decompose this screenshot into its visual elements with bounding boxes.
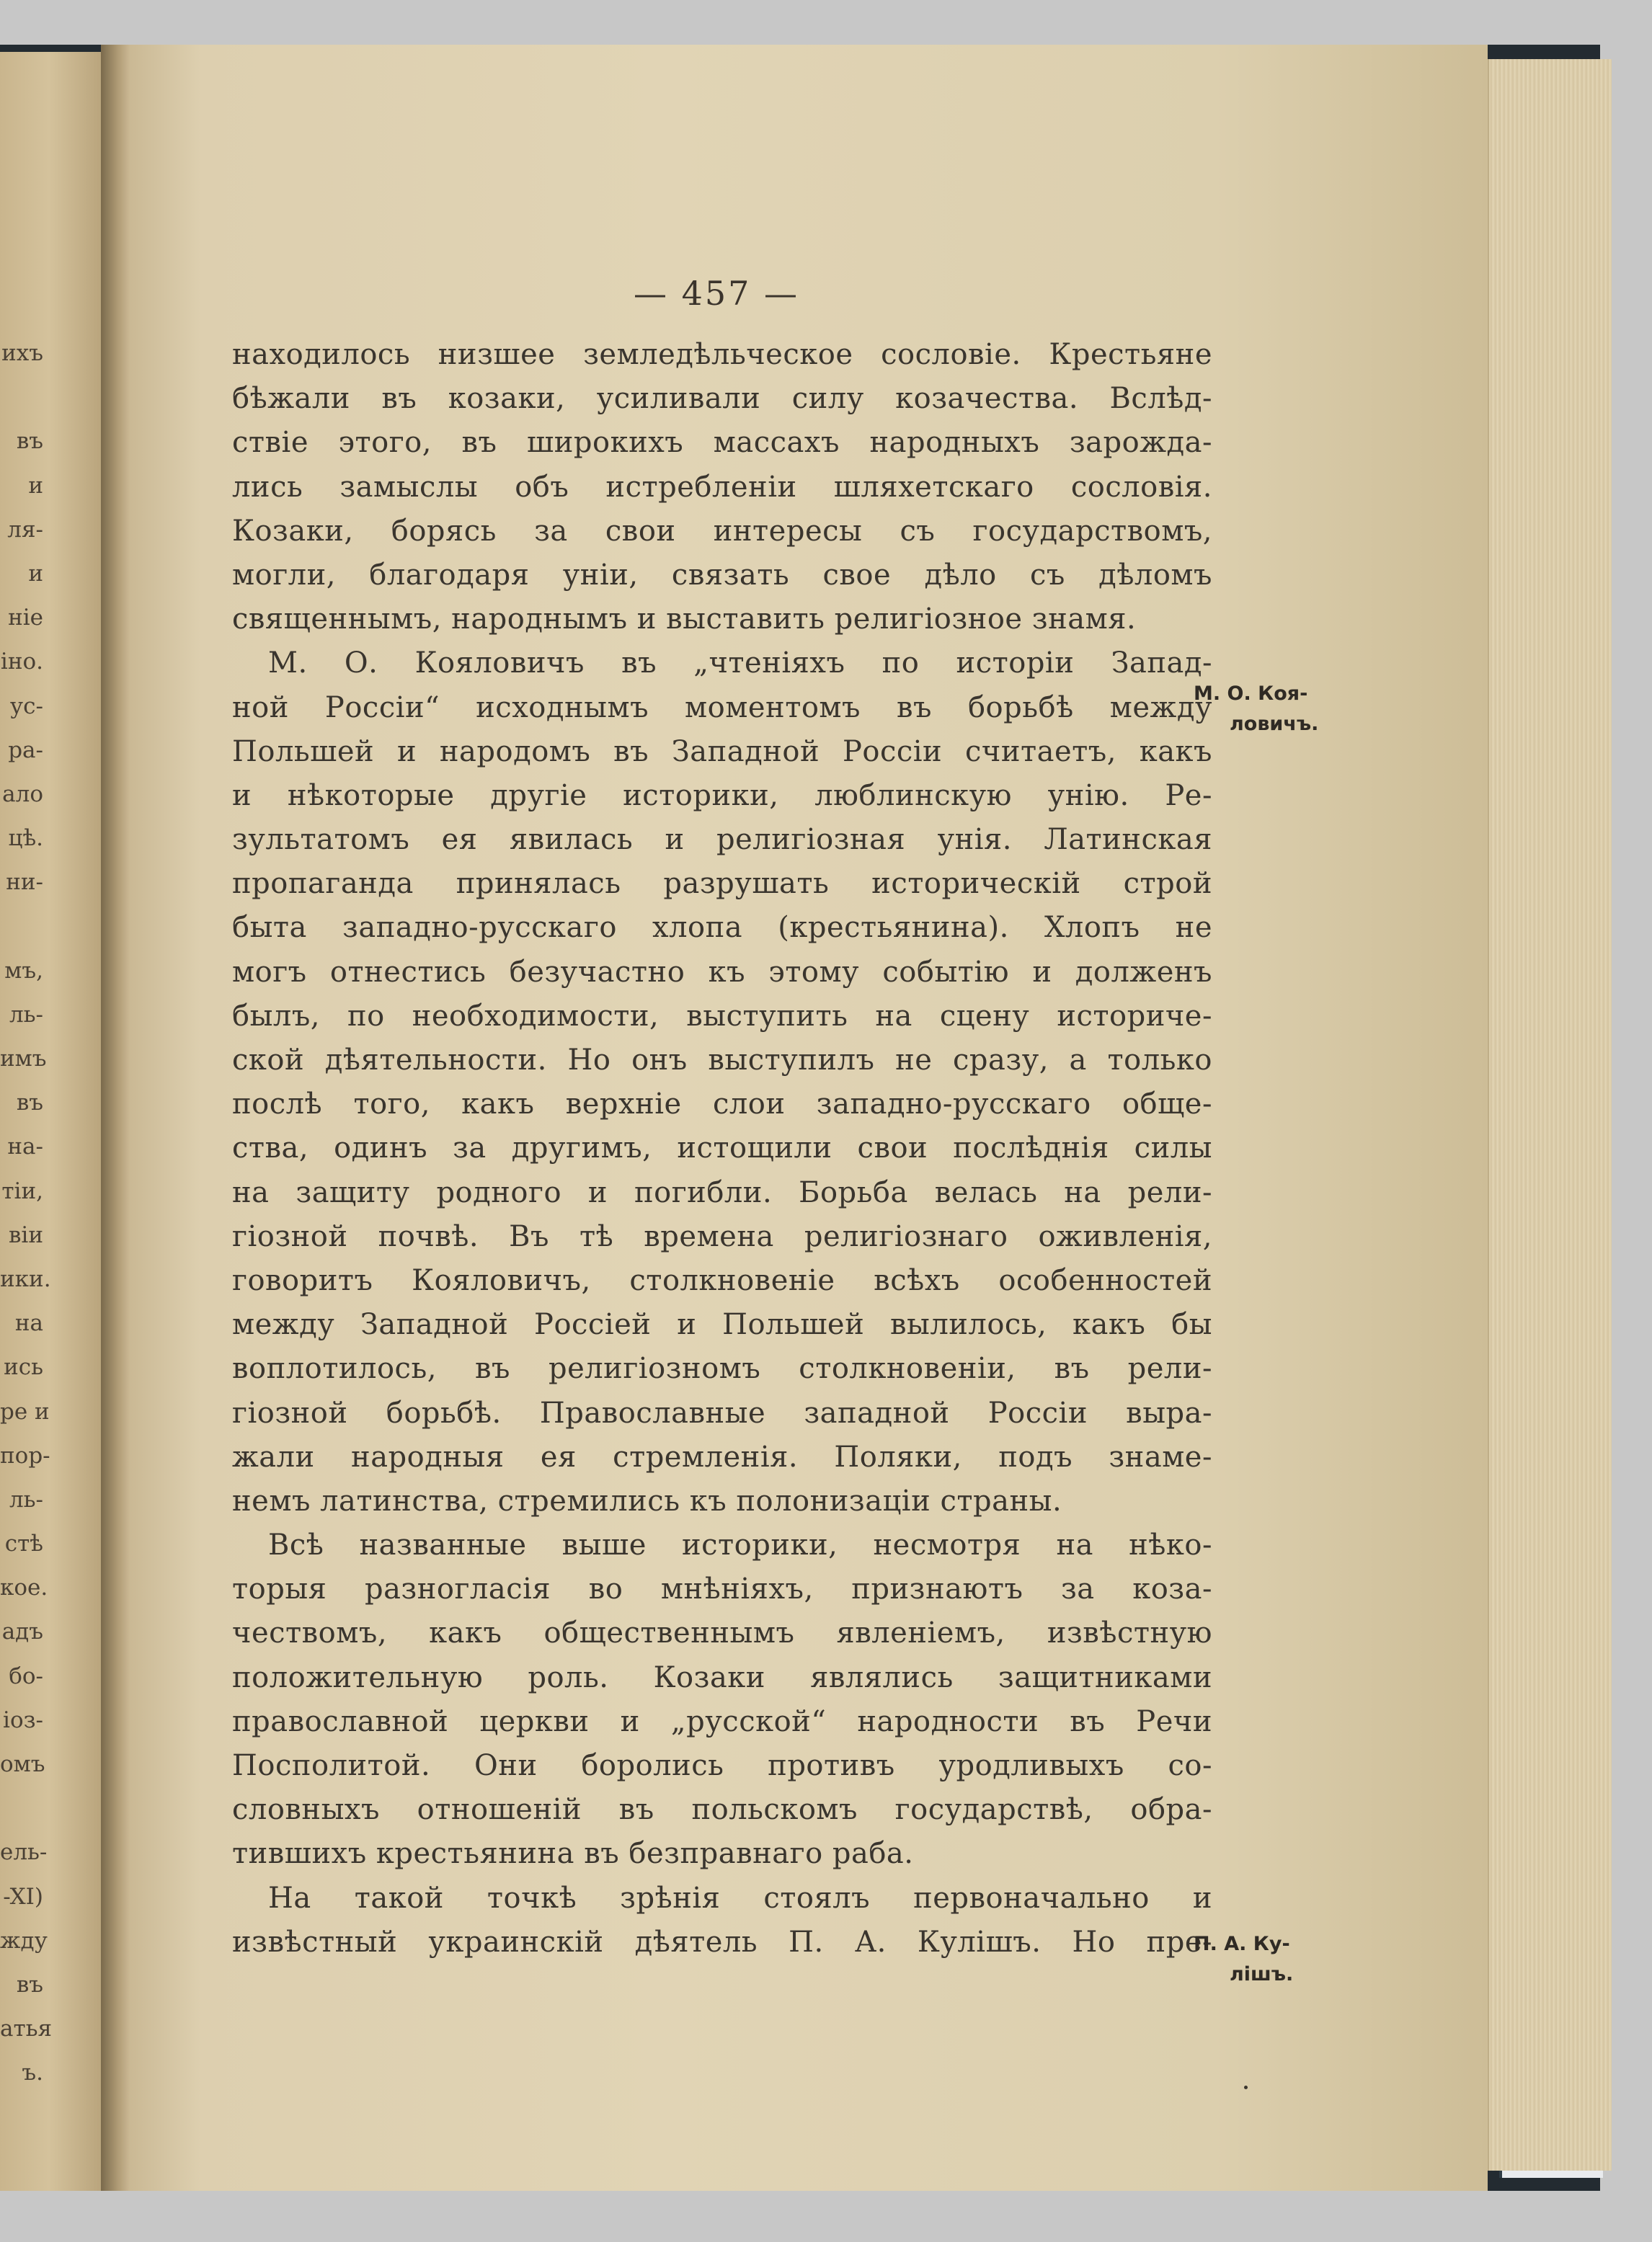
text-line: извѣстный украинскій дѣятель П. А. Кулішъ. Но пре- [232, 1925, 1212, 1959]
margin-note-koyalovich [1194, 679, 1338, 739]
left-page-fragment: стѣ [4, 1531, 43, 1557]
text-line: бѣжали въ козаки, усиливали силу козачества. Вслѣд- [232, 382, 1212, 416]
left-page-fragment: ра- [8, 737, 43, 763]
left-page-fragment: въ [16, 1971, 43, 1998]
left-page-fragment: атья [0, 2016, 53, 2042]
text-line: чествомъ, какъ общественнымъ явленіемъ, извѣстную [232, 1616, 1212, 1650]
left-page-fragment: и [28, 472, 43, 499]
left-page-fragment: ики. [0, 1265, 51, 1292]
left-page-fragment: -XI) [3, 1883, 43, 1910]
text-line: лись замыслы объ истребленіи шляхетскаго сословія. [232, 470, 1212, 504]
left-page-fragment: ль- [9, 1486, 43, 1513]
left-page-fragments [0, 332, 53, 2096]
text-line: могъ отнестись безучастно къ этому событію и долженъ [232, 955, 1212, 989]
left-page-fragment: въ [16, 428, 43, 455]
text-line: положительную роль. Козаки являлись защитниками [232, 1660, 1212, 1694]
text-line: М. О. Кояловичъ въ „чтеніяхъ по исторіи Запад- [268, 646, 1212, 680]
text-line: На такой точкѣ зрѣнія стоялъ первоначально и [268, 1881, 1212, 1915]
text-line: зультатомъ ея явилась и религіозная унія. Латинская [232, 823, 1212, 857]
left-page-fragment: ре и [0, 1398, 50, 1425]
text-line: послѣ того, какъ верхніе слои западно-русскаго обще- [232, 1087, 1212, 1121]
left-page-fragment: въ [16, 1090, 43, 1116]
text-line: немъ латинства, стремились къ полонизаціи страны. [232, 1484, 1062, 1518]
text-line: пропаганда принялась разрушать историческій строй [232, 867, 1212, 901]
margin-note-line: лішъ. [1230, 1963, 1294, 1985]
margin-note-line: М. О. Коя- [1194, 682, 1308, 705]
text-line: могли, благодаря уніи, связать свое дѣло съ дѣломъ [232, 558, 1212, 592]
right-page [118, 45, 1488, 2191]
left-page-fragment: іоз- [3, 1707, 43, 1733]
text-line: находилось низшее земледѣльческое сословіе. Крестьяне [232, 338, 1212, 371]
left-page-fragment: ніе [8, 605, 43, 631]
body-text [232, 333, 1212, 1965]
left-page-fragment: ель- [0, 1839, 48, 1866]
left-page-fragment: віи [8, 1222, 43, 1248]
text-line: Козаки, борясь за свои интересы съ государствомъ, [232, 514, 1212, 548]
left-page-fragment: и [28, 560, 43, 587]
text-line: и нѣкоторые другіе историки, люблинскую унію. Ре- [232, 778, 1212, 812]
text-line: говоритъ Кояловичъ, столкновеніе всѣхъ особенностей [232, 1263, 1212, 1297]
page-number: — 457 — [633, 274, 800, 313]
left-page-fragment: ало [2, 780, 43, 807]
text-line: ной Россіи“ исходнымъ моментомъ въ борьбѣ между [232, 690, 1212, 724]
text-line: торыя разногласія во мнѣніяхъ, признаютъ за коза- [232, 1572, 1212, 1606]
margin-note-kulish [1194, 1929, 1338, 1990]
left-page-fragment: ихъ [1, 340, 43, 366]
left-page-fragment: ля- [7, 516, 43, 543]
left-page-fragment: адъ [1, 1619, 43, 1645]
left-page-fragment: бо- [9, 1663, 43, 1689]
left-page-fragment: ль- [9, 1001, 43, 1028]
left-page-fragment: ись [4, 1354, 43, 1381]
text-line: на защиту родного и погибли. Борьба велась на рели- [232, 1175, 1212, 1209]
left-page-fragment: тіи, [1, 1178, 43, 1204]
left-page-fragment: пор- [0, 1442, 50, 1469]
left-page-fragment: жду [0, 1927, 48, 1954]
left-page-fragment: на [14, 1310, 43, 1337]
text-line: ской дѣятельности. Но онъ выступилъ не сразу, а только [232, 1044, 1212, 1077]
text-line: былъ, по необходимости, выступить на сцену историче- [232, 999, 1212, 1033]
left-page-fragment: ус- [9, 693, 43, 719]
left-page-fragment: цѣ. [8, 825, 43, 852]
text-line: ствіе этого, въ широкихъ массахъ народныхъ зарожда- [232, 426, 1212, 460]
left-page-fragment: на- [7, 1134, 43, 1160]
left-page-fragment: имъ [0, 1046, 47, 1072]
text-line: жали народныя ея стремленія. Поляки, подъ знаме- [232, 1440, 1212, 1474]
left-page-fragment: мъ, [4, 957, 43, 984]
left-page-fragment [0, 904, 43, 948]
left-page-fragment: омъ [0, 1751, 45, 1777]
ink-dot [1244, 2086, 1248, 2089]
margin-note-line: ловичъ. [1230, 713, 1319, 735]
text-line: Посполитой. Они боролись противъ уродливыхъ со- [232, 1749, 1212, 1782]
left-page-fragment: ни- [6, 869, 43, 896]
scan-background [0, 45, 1600, 2191]
text-line: Всѣ названные выше историки, несмотря на нѣко- [268, 1529, 1212, 1562]
text-line: гіозной борьбѣ. Православные западной Россіи выра- [232, 1396, 1212, 1430]
margin-note-line: П. А. Ку- [1194, 1933, 1290, 1955]
left-page-fragment: ъ. [22, 2060, 43, 2086]
text-line: гіозной почвѣ. Въ тѣ времена религіознаго оживленія, [232, 1219, 1212, 1253]
text-line: православной церкви и „русской“ народности въ Речи [232, 1704, 1212, 1738]
left-page-fragment: кое. [0, 1575, 48, 1601]
left-page-fragment [0, 375, 43, 419]
text-line: воплотилось, въ религіозномъ столкновеніи, въ рели- [232, 1352, 1212, 1386]
text-line: словныхъ отношеній въ польскомъ государствѣ, обра- [232, 1793, 1212, 1827]
left-page-fragment: іно. [0, 649, 43, 675]
text-line: Польшей и народомъ въ Западной Россіи считаетъ, какъ [232, 734, 1212, 768]
book-gutter [101, 45, 130, 2191]
page-edges [1488, 59, 1612, 2171]
text-line: между Западной Россіей и Польшей вылилось, какъ бы [232, 1308, 1212, 1342]
text-line: священнымъ, народнымъ и выставить религіозное знамя. [232, 602, 1137, 636]
text-line: тившихъ крестьянина въ безправнаго раба. [232, 1837, 914, 1871]
left-page-fragment [0, 1787, 43, 1830]
text-line: ства, одинъ за другимъ, истощили свои послѣднія силы [232, 1131, 1212, 1165]
text-line: быта западно-русскаго хлопа (крестьянина). Хлопъ не [232, 911, 1212, 945]
